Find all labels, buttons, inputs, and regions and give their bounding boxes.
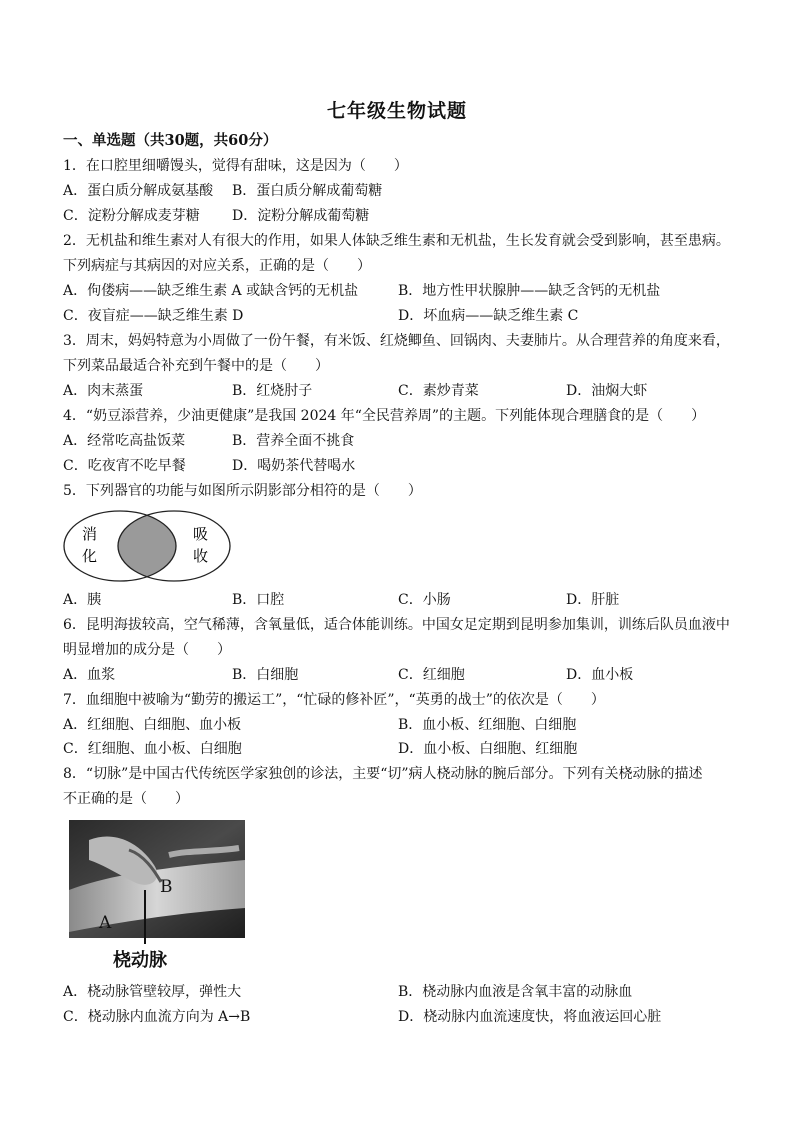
- q8-option-c: C．桡动脉内血流方向为 A→B: [63, 1009, 251, 1025]
- q1-stem: 1．在口腔里细嚼馒头，觉得有甜味，这是因为（ ）: [63, 158, 408, 174]
- q1-option-c: C．淀粉分解成麦芽糖: [63, 208, 200, 224]
- q2-option-d: D．坏血病——缺乏维生素 C: [398, 308, 579, 324]
- q3-stem-line2: 下列菜品最适合补充到午餐中的是（ ）: [63, 358, 329, 374]
- venn-right-char1: 吸: [193, 525, 209, 543]
- q4-option-c: C．吃夜宵不吃早餐: [63, 458, 186, 474]
- q3-option-b: B．红烧肘子: [232, 383, 313, 399]
- q2-option-b: B．地方性甲状腺肿——缺乏含钙的无机盐: [398, 283, 661, 299]
- q7-stem: 7．血细胞中被喻为“勤劳的搬运工”，“忙碌的修补匠”，“英勇的战士”的依次是（ ）: [63, 692, 605, 708]
- photo-caption: 桡动脉: [113, 950, 167, 971]
- q7-option-c: C．红细胞、血小板、白细胞: [63, 741, 242, 757]
- venn-right-char2: 收: [193, 547, 209, 565]
- q4-option-a: A．经常吃高盐饭菜: [63, 433, 186, 449]
- q8-option-b: B．桡动脉内血液是含氧丰富的动脉血: [398, 984, 633, 1000]
- label-a: A: [99, 913, 112, 933]
- q2-option-c: C．夜盲症——缺乏维生素 D: [63, 308, 244, 324]
- q6-option-d: D．血小板: [566, 667, 634, 683]
- q3-option-d: D．油焖大虾: [566, 383, 648, 399]
- q7-option-b: B．血小板、红细胞、白细胞: [398, 717, 577, 733]
- q2-stem-line1: 2．无机盐和维生素对人有很大的作用，如果人体缺乏维生素和无机盐，生长发育就会受到影响，甚至患病。: [63, 233, 730, 249]
- wrist-pulse-photo: [69, 820, 245, 972]
- q4-option-d: D．喝奶茶代替喝水: [232, 458, 356, 474]
- q2-option-a: A．佝偻病——缺乏维生素 A 或缺含钙的无机盐: [63, 283, 359, 299]
- q5-option-b: B．口腔: [232, 592, 285, 608]
- q6-stem-line2: 明显增加的成分是（ ）: [63, 642, 231, 658]
- q6-stem-line1: 6．昆明海拔较高，空气稀薄，含氧量低，适合体能训练。中国女足定期到昆明参加集训，训练后队员血液中: [63, 617, 730, 633]
- q6-option-a: A．血浆: [63, 667, 116, 683]
- q4-stem: 4．“奶豆添营养，少油更健康”是我国 2024 年“全民营养周”的主题。下列能体现合理膳食的是（ ）: [63, 408, 706, 424]
- venn-left-char2: 化: [82, 547, 98, 565]
- label-b: B: [160, 877, 173, 897]
- q3-stem-line1: 3．周末，妈妈特意为小周做了一份午餐，有米饭、红烧鲫鱼、回锅肉、夫妻肺片。从合理营养的角度来看，: [63, 333, 730, 349]
- q3-option-a: A．肉末蒸蛋: [63, 383, 144, 399]
- q8-stem-line1: 8．“切脉”是中国古代传统医学家独创的诊法，主要“切”病人桡动脉的腕后部分。下列有关桡动脉的描述: [63, 766, 703, 782]
- section-heading: 一、单选题（共30题，共60分）: [63, 132, 278, 149]
- q3-option-c: C．素炒青菜: [398, 383, 479, 399]
- q5-option-a: A．胰: [63, 592, 102, 608]
- q6-option-c: C．红细胞: [398, 667, 465, 683]
- q1-option-b: B．蛋白质分解成葡萄糖: [232, 183, 383, 199]
- q5-option-c: C．小肠: [398, 592, 451, 608]
- q4-option-b: B．营养全面不挑食: [232, 433, 355, 449]
- q5-option-d: D．肝脏: [566, 592, 620, 608]
- q1-option-a: A．蛋白质分解成氨基酸: [63, 183, 214, 199]
- venn-left-char1: 消: [82, 525, 98, 543]
- q8-stem-line2: 不正确的是（ ）: [63, 791, 189, 807]
- q8-option-d: D．桡动脉内血流速度快，将血液运回心脏: [398, 1009, 662, 1025]
- q7-option-d: D．血小板、白细胞、红细胞: [398, 741, 578, 757]
- q1-option-d: D．淀粉分解成葡萄糖: [232, 208, 370, 224]
- venn-diagram: [62, 508, 232, 584]
- q2-stem-line2: 下列病症与其病因的对应关系，正确的是（ ）: [63, 258, 371, 274]
- q6-option-b: B．白细胞: [232, 667, 299, 683]
- q8-option-a: A．桡动脉管壁较厚，弹性大: [63, 984, 242, 1000]
- q5-stem: 5．下列器官的功能与如图所示阴影部分相符的是（ ）: [63, 483, 422, 499]
- q7-option-a: A．红细胞、白细胞、血小板: [63, 717, 242, 733]
- page-title: 七年级生物试题: [326, 100, 467, 122]
